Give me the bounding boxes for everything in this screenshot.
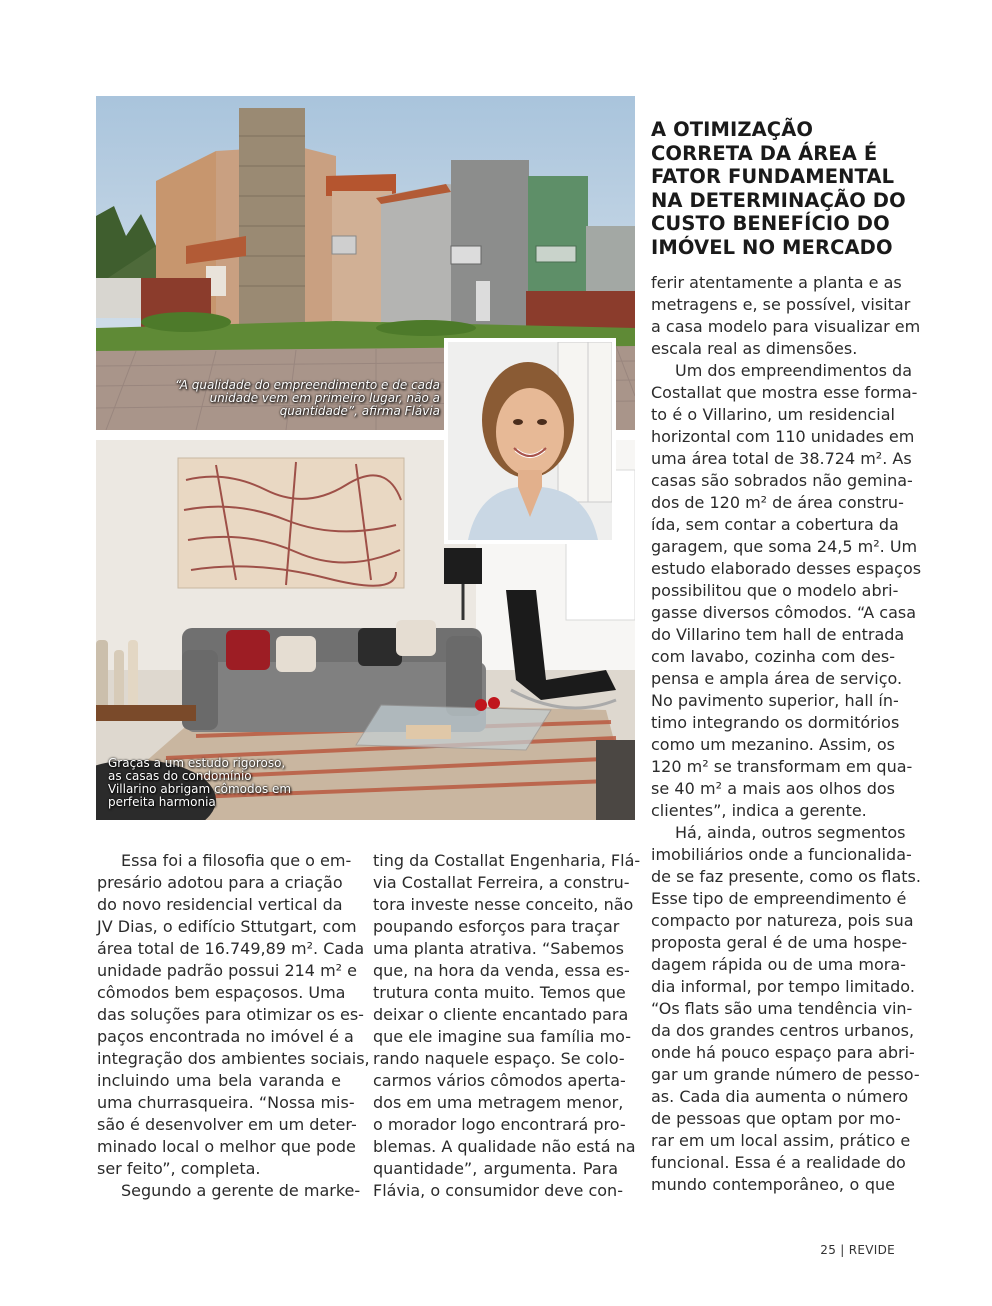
caption-living-room: Graças a um estudo rigoroso, as casas do condomínio Villarino abrigam cômodos em perfeita harmonia (108, 756, 292, 809)
text-line: tora investe nesse conceito, não (373, 895, 634, 914)
text-line: o morador logo encontrará pro- (373, 1115, 626, 1134)
text-line: uma churrasqueira. “Nossa mis- (97, 1093, 355, 1112)
text-line: cômodos bem espaçosos. Uma (97, 983, 346, 1002)
text-line: ída, sem contar a cobertura da (651, 515, 899, 534)
text-line: Há, ainda, outros segmentos (675, 823, 906, 842)
paragraph (651, 822, 921, 1196)
text-line: dia informal, por tempo limitado. (651, 977, 915, 996)
text-line: com lavabo, cozinha com des- (651, 647, 895, 666)
body-column-2 (373, 850, 641, 1202)
text-line: estudo elaborado desses espaços (651, 559, 922, 578)
text-line: do Villarino tem hall de entrada (651, 625, 905, 644)
text-line: mundo contemporâneo, o que (651, 1175, 895, 1194)
text-line: ting da Costallat Engenharia, Flá- (373, 851, 641, 870)
text-line: onde há pouco espaço para abri- (651, 1043, 915, 1062)
text-line: incluindo uma bela varanda e (97, 1071, 341, 1090)
text-line: possibilitou que o modelo abri- (651, 581, 899, 600)
text-line: Esse tipo de empreendimento é (651, 889, 907, 908)
text-line: deixar o cliente encantado para (373, 1005, 629, 1024)
text-line: Segundo a gerente de marke- (121, 1181, 361, 1200)
text-line: do novo residencial vertical da (97, 895, 343, 914)
text-line: escala real as dimensões. (651, 339, 858, 358)
paragraph (97, 850, 370, 1180)
text-line: rar em um local assim, prático e (651, 1131, 911, 1150)
text-line: rando naquele espaço. Se colo- (373, 1049, 625, 1068)
text-line: a casa modelo para visualizar em (651, 317, 921, 336)
paragraph (373, 850, 641, 1202)
text-line: as. Cada dia aumenta o número (651, 1087, 909, 1106)
text-line: to é o Villarino, um residencial (651, 405, 895, 424)
text-line: minado local o melhor que pode (97, 1137, 356, 1156)
text-line: 120 m² se transformam em qua- (651, 757, 913, 776)
body-column-3 (651, 272, 922, 1196)
text-line: horizontal com 110 unidades em (651, 427, 915, 446)
text-line: Essa foi a filosofia que o em- (121, 851, 352, 870)
text-line: presário adotou para a criação (97, 873, 343, 892)
text-line: imobiliários onde a funcionalida- (651, 845, 912, 864)
text-line: ser feito”, completa. (97, 1159, 261, 1178)
text-line: blemas. A qualidade não está na (373, 1137, 636, 1156)
page-footer: 25 | REVIDE (820, 1243, 895, 1257)
text-line: JV Dias, o edifício Sttutgart, com (97, 917, 357, 936)
text-line: “Os flats são uma tendência vin- (651, 999, 913, 1018)
text-line: via Costallat Ferreira, a constru- (373, 873, 630, 892)
text-line: de pessoas que optam por mo- (651, 1109, 901, 1128)
text-line: Flávia, o consumidor deve con- (373, 1181, 623, 1200)
text-line: poupando esforços para traçar (373, 917, 620, 936)
body-column-1 (97, 850, 370, 1202)
text-line: da dos grandes centros urbanos, (651, 1021, 915, 1040)
text-line: uma planta atrativa. “Sabemos (373, 939, 624, 958)
headline: A OTIMIZAÇÃO CORRETA DA ÁREA É FATOR FUNDAMENTAL NA DETERMINAÇÃO DO CUSTO BENEFÍCIO DO IMÓVEL NO MERCADO (651, 118, 906, 259)
text-line: se 40 m² a mais aos olhos dos (651, 779, 895, 798)
text-line: quantidade”, argumenta. Para (373, 1159, 618, 1178)
text-line: dos de 120 m² de área constru- (651, 493, 904, 512)
text-line: ferir atentamente a planta e as (651, 273, 902, 292)
text-line: garagem, que soma 24,5 m². Um (651, 537, 918, 556)
text-line: casas são sobrados não gemina- (651, 471, 913, 490)
text-line: de se faz presente, como os flats. (651, 867, 921, 886)
text-line: área total de 16.749,89 m². Cada (97, 939, 365, 958)
text-line: Um dos empreendimentos da (675, 361, 913, 380)
text-line: pensa e ampla área de serviço. (651, 669, 903, 688)
text-line: trutura conta muito. Temos que (373, 983, 626, 1002)
text-line: gasse diversos cômodos. “A casa (651, 603, 917, 622)
text-line: funcional. Essa é a realidade do (651, 1153, 906, 1172)
text-line: como um mezanino. Assim, os (651, 735, 895, 754)
text-line: gar um grande número de pesso- (651, 1065, 920, 1084)
text-line: Costallat que mostra esse forma- (651, 383, 918, 402)
text-line: No pavimento superior, hall ín- (651, 691, 899, 710)
text-line: paços encontrada no imóvel é a (97, 1027, 354, 1046)
text-line: das soluções para otimizar os es- (97, 1005, 364, 1024)
text-line: compacto por natureza, pois sua (651, 911, 914, 930)
text-line: que, na hora da venda, essa es- (373, 961, 630, 980)
text-line: unidade padrão possui 214 m² e (97, 961, 357, 980)
text-line: dagem rápida ou de uma mora- (651, 955, 906, 974)
paragraph (651, 272, 921, 360)
text-line: metragens e, se possível, visitar (651, 295, 911, 314)
text-line: uma área total de 38.724 m². As (651, 449, 912, 468)
caption-houses: “A qualidade do empreendimento e de cada unidade vem em primeiro lugar, não a quantidade”, afirma Flávia (174, 378, 440, 418)
text-line: carmos vários cômodos aperta- (373, 1071, 626, 1090)
text-line: dos em uma metragem menor, (373, 1093, 624, 1112)
text-line: timo integrando os dormitórios (651, 713, 900, 732)
text-line: integração dos ambientes sociais, (97, 1049, 370, 1068)
text-line: são é desenvolver em um deter- (97, 1115, 357, 1134)
photo-portrait (444, 338, 616, 544)
paragraph (97, 1180, 361, 1202)
text-line: clientes”, indica a gerente. (651, 801, 867, 820)
paragraph (651, 360, 922, 822)
text-line: proposta geral é de uma hospe- (651, 933, 908, 952)
text-line: que ele imagine sua família mo- (373, 1027, 632, 1046)
